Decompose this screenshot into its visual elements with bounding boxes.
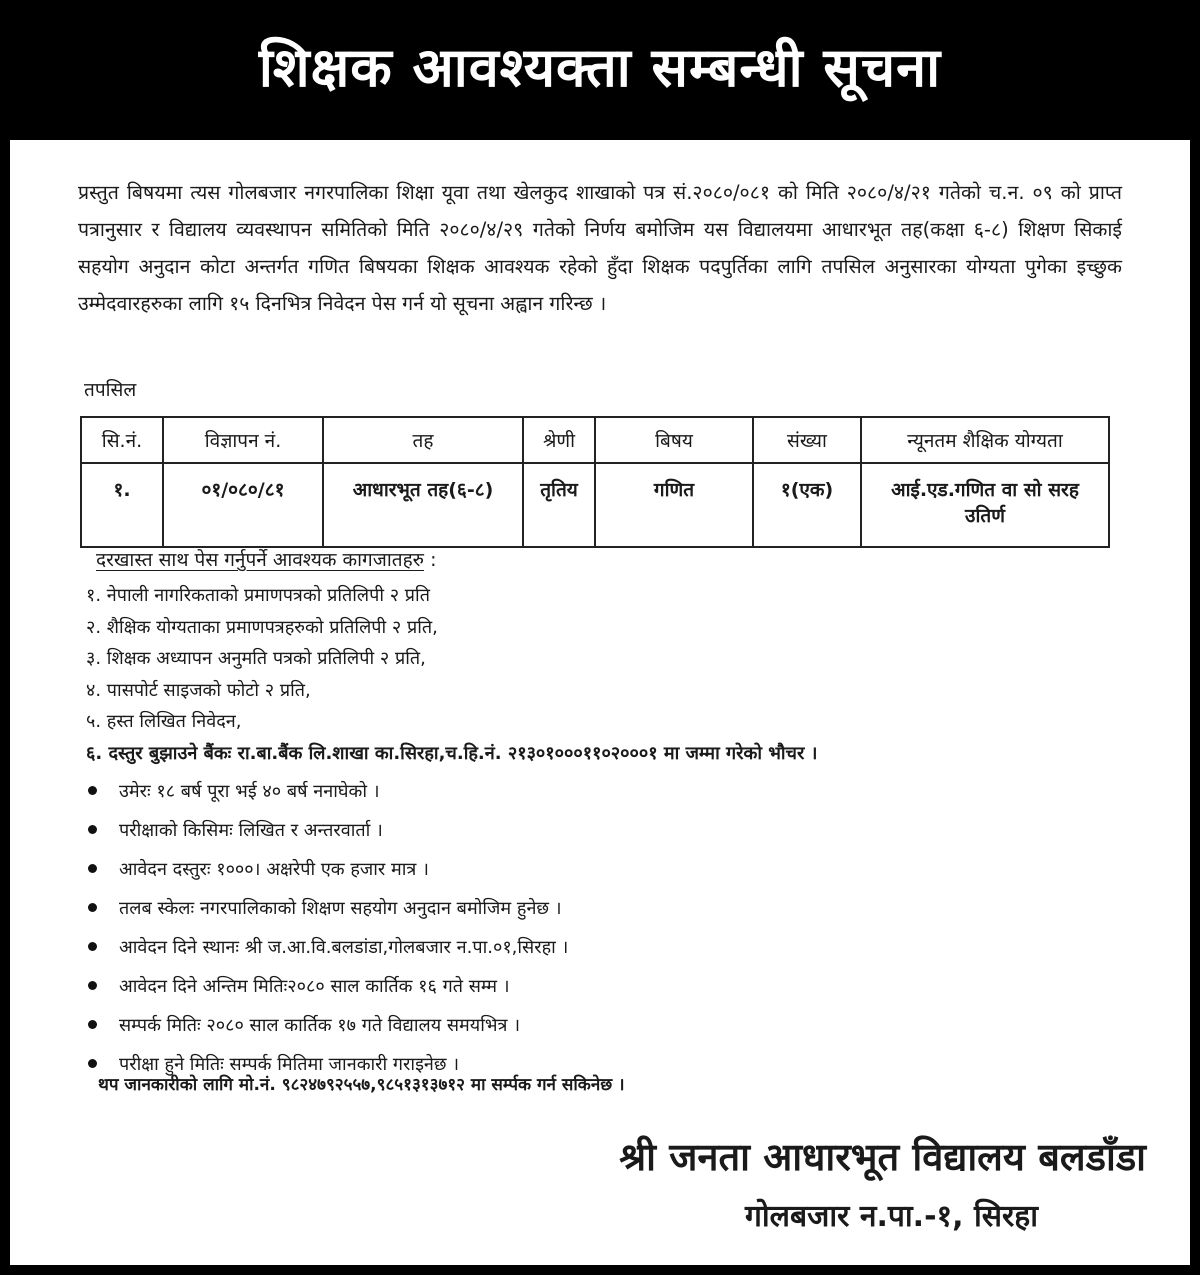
table-header-cell: बिषय bbox=[595, 417, 753, 463]
list-item: १. नेपाली नागरिकताको प्रमाणपत्रको प्रतिलिपी २ प्रति bbox=[86, 585, 430, 606]
table-cell: १. bbox=[81, 463, 163, 547]
bullet-icon bbox=[88, 1020, 97, 1029]
table-cell: आधारभूत तह(६-८) bbox=[323, 463, 523, 547]
bullet-icon bbox=[88, 786, 97, 795]
bullet-item bbox=[88, 850, 568, 889]
bullet-item bbox=[88, 1006, 568, 1045]
list-item: ४. पासपोर्ट साइजको फोटो २ प्रति, bbox=[86, 679, 311, 701]
table-header-row bbox=[81, 417, 1109, 463]
bullet-icon bbox=[88, 903, 97, 912]
bullet-item bbox=[88, 772, 568, 811]
bullet-item bbox=[88, 928, 568, 967]
conditions-list bbox=[88, 772, 568, 1084]
bullet-text: उमेरः १८ बर्ष पूरा भई ४० बर्ष ननाघेको । bbox=[119, 781, 380, 802]
bullet-icon bbox=[88, 864, 97, 873]
table-cell: गणित bbox=[595, 463, 753, 547]
notice-paper bbox=[10, 140, 1190, 1265]
table-header-cell: श्रेणी bbox=[523, 417, 595, 463]
bullet-text: आवेदन दिने अन्तिम मितिः२०८० साल कार्तिक १६ गते सम्म । bbox=[119, 976, 510, 997]
table-header-cell: विज्ञापन नं. bbox=[163, 417, 323, 463]
contact-footnote: थप जानकारीको लागि मो.नं. ९८२४७९२५५७,९८५१३१३७१२ मा सर्म्पक गर्न सकिनेछ । bbox=[98, 1075, 625, 1095]
table-cell: आई.एड.गणित वा सो सरह उतिर्ण bbox=[861, 463, 1109, 547]
notice-title: शिक्षक आवश्यक्ता सम्बन्धी सूचना bbox=[258, 36, 942, 99]
bullet-text: परीक्षाको किसिमः लिखित र अन्तरवार्ता । bbox=[119, 820, 383, 841]
intro-paragraph: प्रस्तुत बिषयमा त्यस गोलबजार नगरपालिका शिक्षा यूवा तथा खेलकुद शाखाको पत्र सं.२०८०/०८१ को मिति २०८०/४/२१ गतेको च.न. ०९ को प्राप्त पत्रानुसार र विद्यालय व्यवस्थापन समितिको मिति २०८०/४/२९ गतेको निर्णय बमोजिम यस विद्यालयमा आधारभूत तह(कक्षा ६-८) शिक्षण सिकाई सहयोग अनुदान कोटा अन्तर्गत गणित बिषयका शिक्षक आवश्यक रहेको हुँदा शिक्षक पदपुर्तिका लागि तपसिल अनुसारका योग्यता पुगेका इच्छुक उम्मेदवारहरुका लागि १५ दिनभित्र निवेदन पेस गर्न यो सूचना अह्वान गरिन्छ । bbox=[78, 181, 1122, 315]
list-item: ५. हस्त लिखित निवेदन, bbox=[86, 711, 242, 732]
bullet-item bbox=[88, 811, 568, 850]
bullet-item bbox=[88, 889, 568, 928]
list-item: ६. दस्तुर बुझाउने बैंकः रा.बा.बैंक लि.शाखा का.सिरहा,च.हि.नं. २१३०१०००११०२०००१ मा जम्मा गरेको भौचर । bbox=[86, 742, 818, 764]
bullet-text: सम्पर्क मितिः २०८० साल कार्तिक १७ गते विद्यालय समयभित्र । bbox=[119, 1015, 521, 1036]
school-address: गोलबजार न.पा.-१, सिरहा bbox=[744, 1199, 1038, 1234]
list-item: ३. शिक्षक अध्यापन अनुमति पत्रको प्रतिलिपी २ प्रति, bbox=[86, 648, 426, 669]
vacancy-table bbox=[80, 416, 1110, 548]
documents-heading bbox=[96, 546, 437, 572]
table-header-cell: तह bbox=[323, 417, 523, 463]
table-cell: तृतिय bbox=[523, 463, 595, 547]
title-banner bbox=[0, 0, 1200, 140]
documents-heading-colon: : bbox=[424, 549, 437, 571]
bullet-icon bbox=[88, 942, 97, 951]
documents-list bbox=[86, 580, 817, 769]
bullet-item bbox=[88, 967, 568, 1006]
bullet-icon bbox=[88, 981, 97, 990]
table-row bbox=[81, 463, 1109, 547]
list-item: २. शैक्षिक योग्यताका प्रमाणपत्रहरुको प्रतिलिपी २ प्रति, bbox=[86, 616, 438, 638]
bullet-text: परीक्षा हुने मितिः सम्पर्क मितिमा जानकारी गराइनेछ । bbox=[119, 1054, 460, 1075]
table-header-cell: न्यूनतम शैक्षिक योग्यता bbox=[861, 417, 1109, 463]
school-name: श्री जनता आधारभूत विद्यालय बलडाँडा bbox=[619, 1135, 1146, 1179]
table-cell: १(एक) bbox=[753, 463, 861, 547]
table-header-cell: सि.नं. bbox=[81, 417, 163, 463]
bullet-text: तलब स्केलः नगरपालिकाको शिक्षण सहयोग अनुदान बमोजिम हुनेछ । bbox=[119, 898, 562, 919]
bullet-text: आवेदन दस्तुरः १०००। अक्षरेपी एक हजार मात्र । bbox=[119, 859, 429, 880]
table-cell: ०१/०८०/८१ bbox=[163, 463, 323, 547]
bullet-text: आवेदन दिने स्थानः श्री ज.आ.वि.बलडांडा,गोलबजार न.पा.०१,सिरहा । bbox=[119, 937, 569, 958]
bullet-icon bbox=[88, 1059, 97, 1068]
bullet-icon bbox=[88, 825, 97, 834]
tapsil-label: तपसिल bbox=[84, 379, 137, 401]
documents-heading-text: दरखास्त साथ पेस गर्नुपर्ने आवश्यक कागजातहरु bbox=[96, 549, 425, 571]
table-header-cell: संख्या bbox=[753, 417, 861, 463]
